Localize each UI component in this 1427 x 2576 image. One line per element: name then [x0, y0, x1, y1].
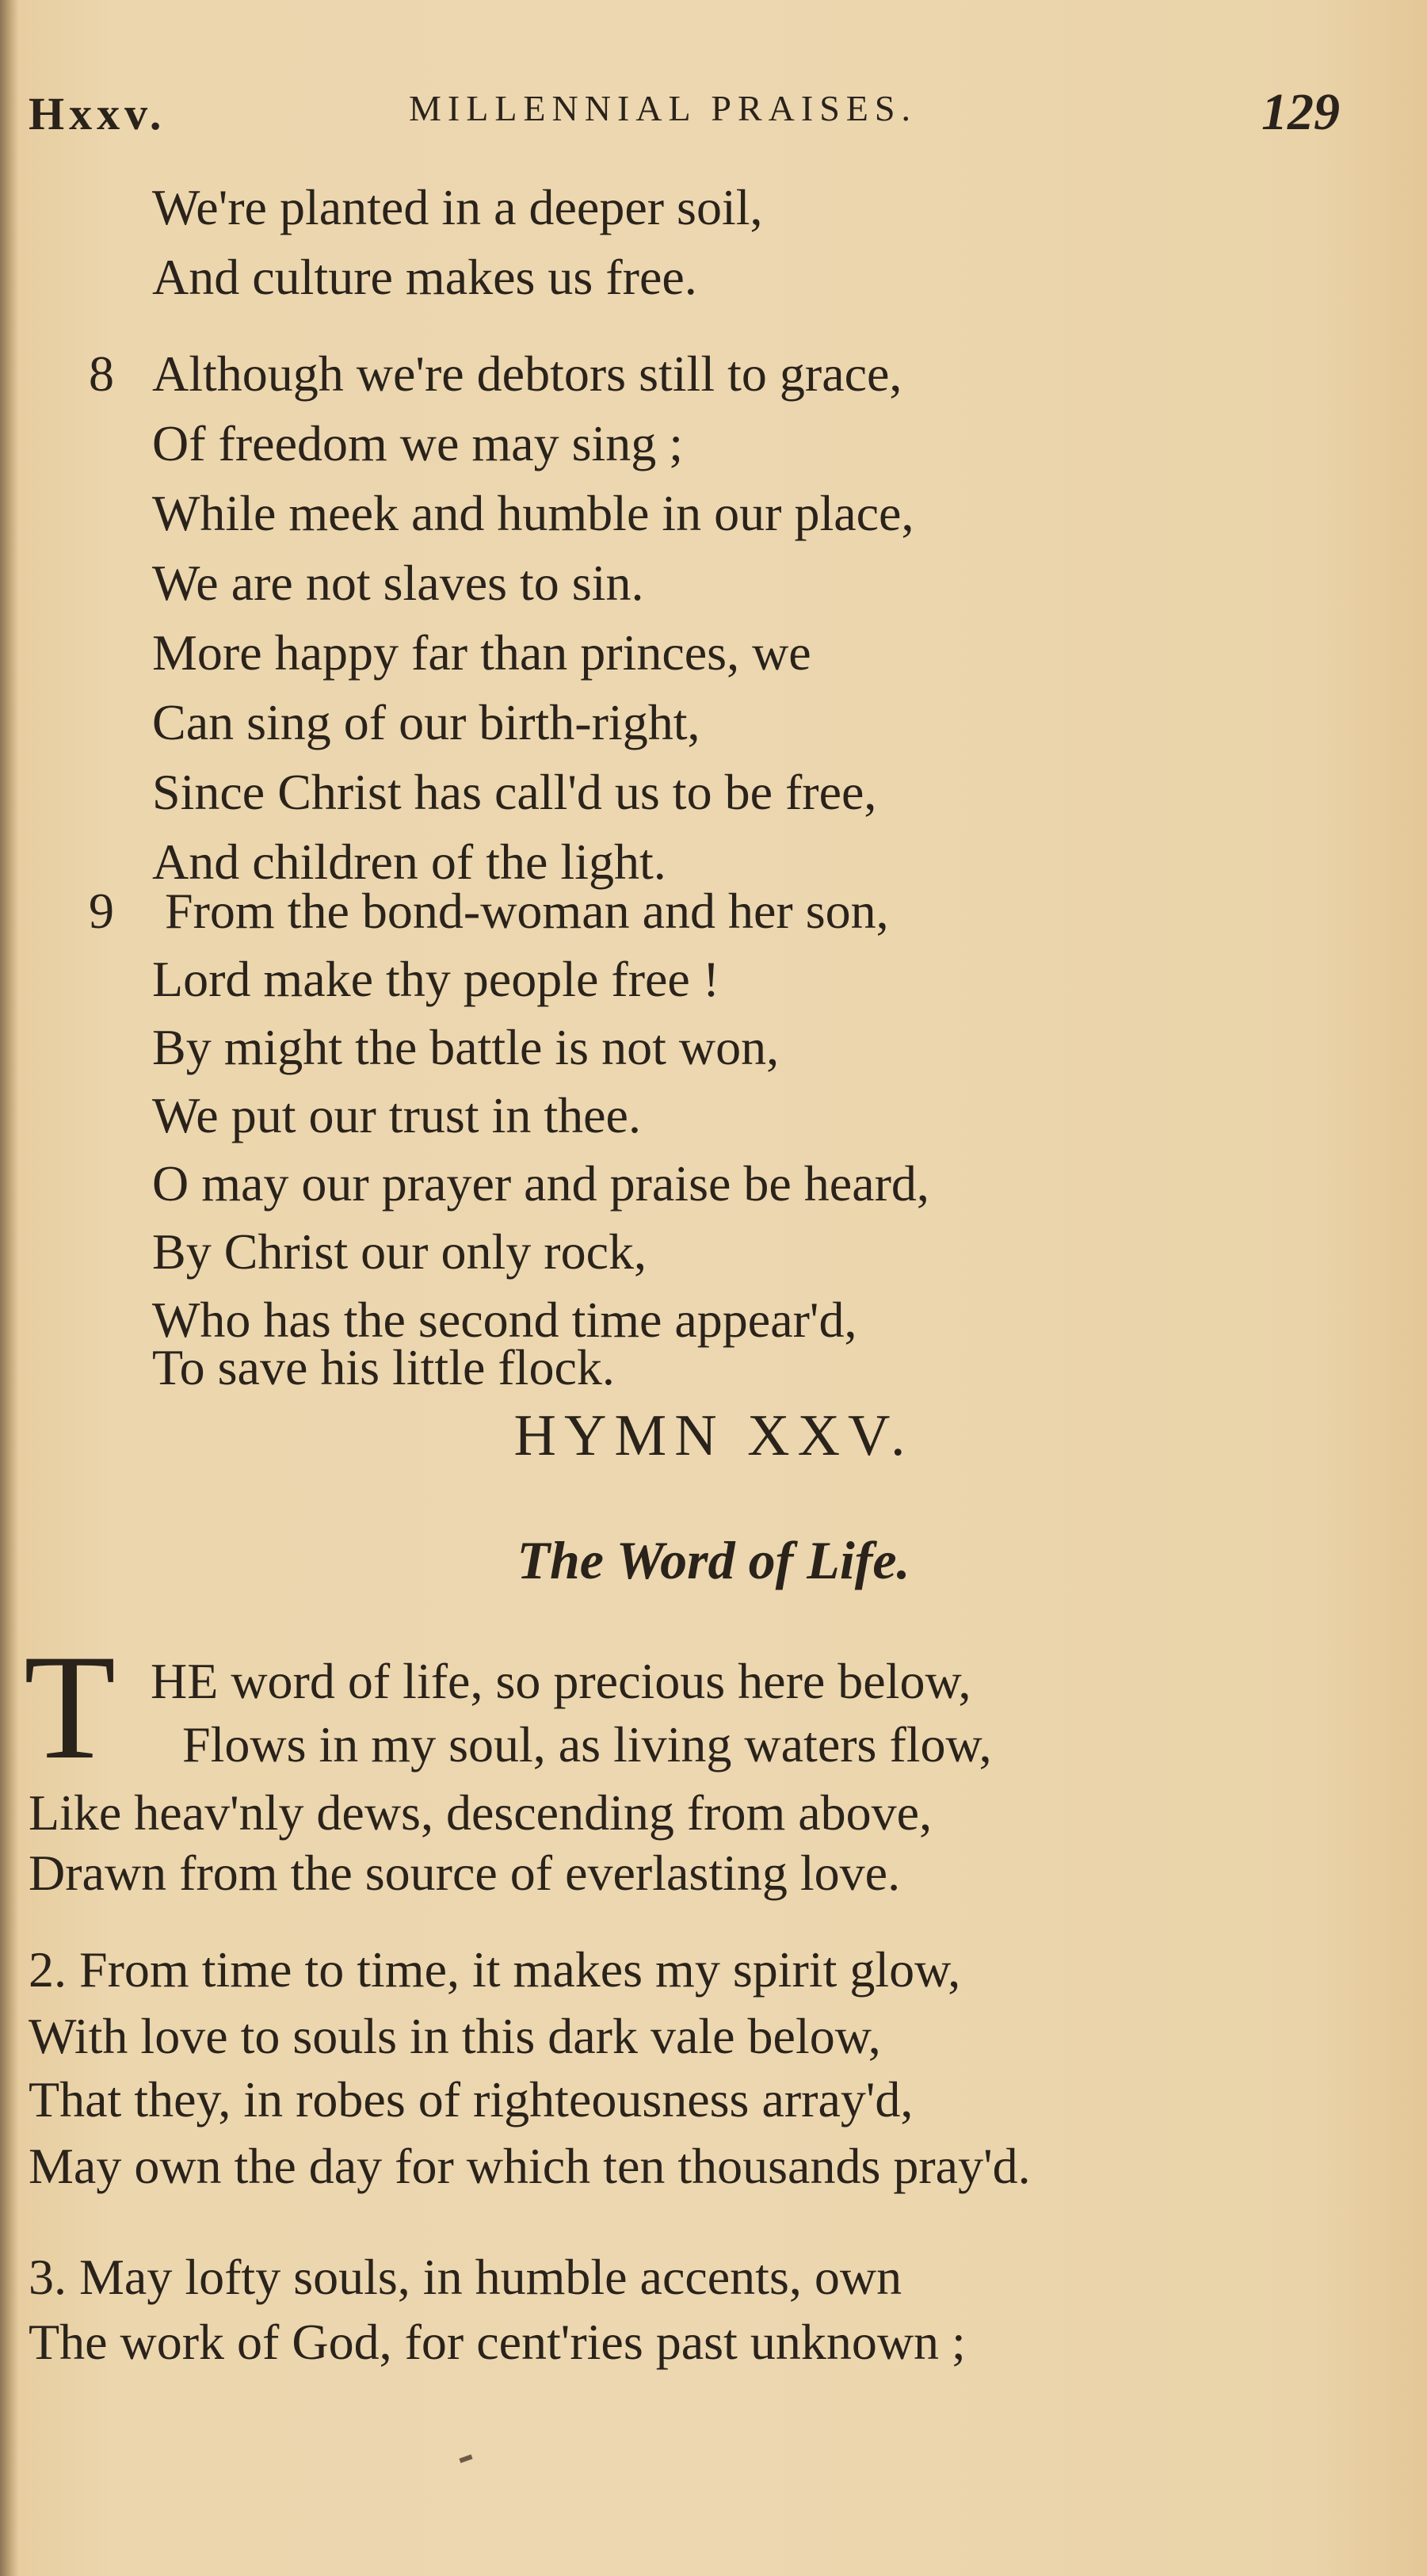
verse-line: Lord make thy people free !: [152, 951, 720, 1007]
verse-line: HE word of life, so precious here below,: [151, 1653, 971, 1709]
verse-line: By might the battle is not won,: [152, 1019, 780, 1075]
verse-line: With love to souls in this dark vale below,: [29, 2008, 881, 2064]
book-spine-shadow: [0, 0, 19, 2576]
verse-line: 2. From time to time, it makes my spirit glow,: [29, 1941, 961, 1998]
header-hymn-ref: Hxxv.: [29, 88, 166, 139]
hymn-title: HYMN XXV.: [513, 1403, 914, 1468]
hymn-subtitle: The Word of Life.: [517, 1530, 910, 1590]
stanza-number: 9: [89, 883, 114, 939]
verse-line: Can sing of our birth-right,: [152, 694, 700, 750]
verse-line: O may our prayer and praise be heard,: [152, 1155, 929, 1212]
verse-line: Although we're debtors still to grace,: [152, 345, 902, 402]
header-book-title: MILLENNIAL PRAISES.: [409, 88, 917, 128]
verse-line: 3. May lofty souls, in humble accents, own: [29, 2249, 902, 2305]
verse-line: And children of the light.: [152, 834, 666, 890]
verse-line: The work of God, for cent'ries past unknown ;: [29, 2314, 966, 2370]
drop-cap: T: [24, 1624, 116, 1791]
verse-line: Like heav'nly dews, descending from above,: [29, 1784, 933, 1841]
verse-line: Who has the second time appear'd,: [152, 1292, 857, 1348]
verse-line: Flows in my soul, as living waters flow,: [182, 1716, 992, 1773]
verse-line: While meek and humble in our place,: [152, 485, 914, 541]
verse-line: We're planted in a deeper soil,: [152, 179, 763, 235]
page-header: [29, 83, 1340, 151]
verse-line: To save his little flock.: [152, 1339, 615, 1395]
stanza-number: 8: [89, 345, 114, 402]
verse-line: Since Christ has call'd us to be free,: [152, 764, 877, 820]
verse-line: Of freedom we may sing ;: [152, 415, 684, 471]
ink-mark: [459, 2454, 472, 2463]
verse-line: We put our trust in thee.: [152, 1087, 641, 1143]
verse-line: Drawn from the source of everlasting love.: [29, 1845, 901, 1901]
verse-line: More happy far than princes, we: [152, 624, 811, 681]
verse-line: And culture makes us free.: [152, 249, 697, 305]
page-number: 129: [1261, 83, 1340, 141]
verse-line: From the bond-woman and her son,: [165, 883, 889, 939]
verse-line: By Christ our only rock,: [152, 1223, 647, 1280]
verse-line: May own the day for which ten thousands pray'd.: [29, 2138, 1031, 2194]
verse-line: We are not slaves to sin.: [152, 555, 644, 611]
verse-line: That they, in robes of righteousness array'd,: [29, 2071, 914, 2128]
